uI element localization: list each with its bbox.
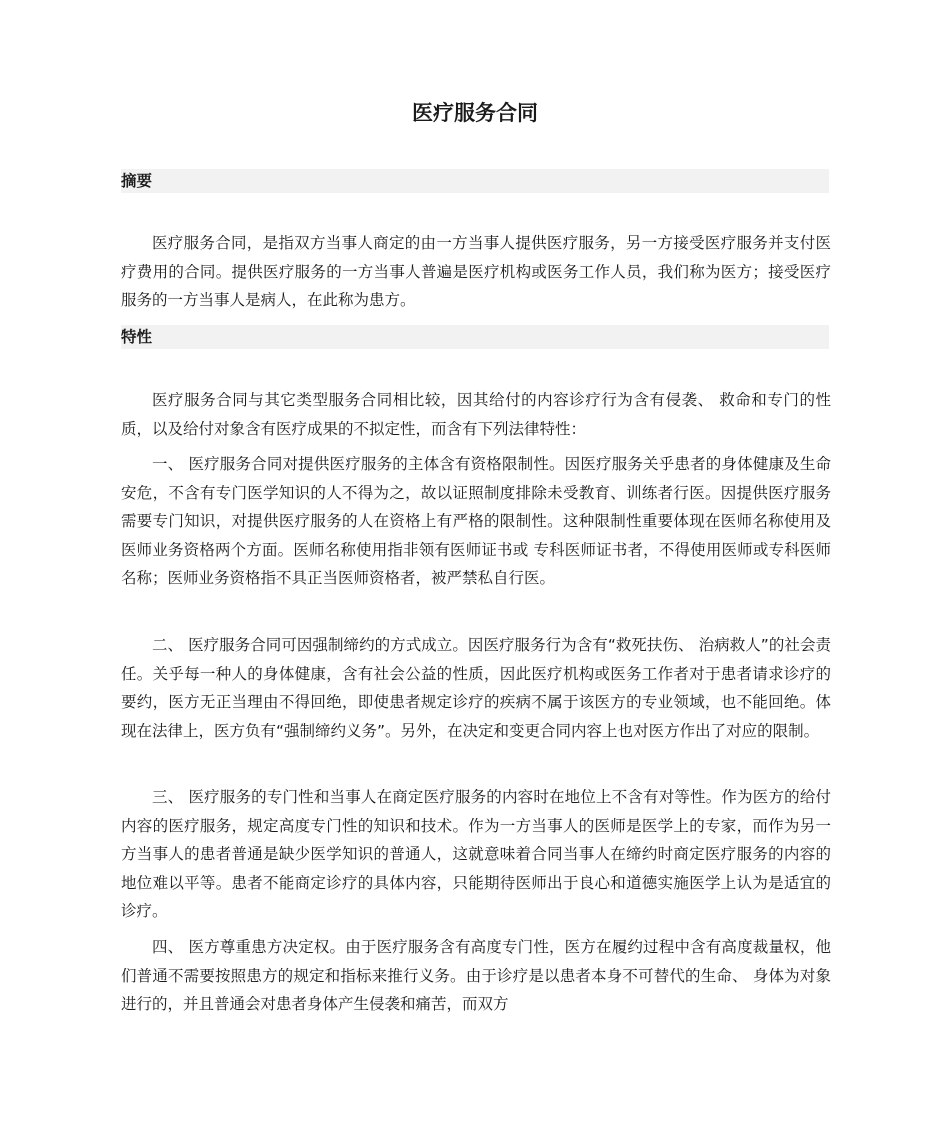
summary-paragraph: 医疗服务合同，是指双方当事人商定的由一方当事人提供医疗服务，另一方接受医疗服务并支付医疗费用的合同。提供医疗服务的一方当事人普遍是医疗机构或医务工作人员，我们称为医方；接受医疗服务的一方当事人是病人，在此称为患方。 xyxy=(121,234,831,310)
section-header-summary xyxy=(121,169,829,193)
section-heading: 特性 xyxy=(121,328,153,346)
section-heading: 摘要 xyxy=(121,172,153,190)
characteristic-paragraph-1: 一、 医疗服务合同对提供医疗服务的主体含有资格限制性。因医疗服务关乎患者的身体健康及生命安危，不含有专门医学知识的人不得为之，故以证照制度排除未受教育、训练者行医。因提供医疗服务需要专门知识，对提供医疗服务的人在资格上有严格的限制性。这种限制性重要体现在医师名称使用及医师业务资格两个方面。医师名称使用指非领有医师证书或 专科医师证书者，不得使用医师或专科医师名称；医师业务资格指不具正当医师资格者，被严禁私自行医。 xyxy=(121,455,831,588)
section-header-characteristics xyxy=(121,325,829,349)
characteristic-paragraph-4: 四、 医方尊重患方决定权。由于医疗服务含有高度专门性，医方在履约过程中含有高度裁量权，他们普通不需要按照患方的规定和指标来推行义务。由于诊疗是以患者本身不可替代的生命、 身体为对象进行的，并且普通会对患者身体产生侵袭和痛苦，而双方 xyxy=(121,938,831,1014)
characteristics-intro-paragraph: 医疗服务合同与其它类型服务合同相比较，因其给付的内容诊疗行为含有侵袭、 救命和专门的性质，以及给付对象含有医疗成果的不拟定性，而含有下列法律特性： xyxy=(121,391,831,438)
characteristic-paragraph-3: 三、 医疗服务的专门性和当事人在商定医疗服务的内容时在地位上不含有对等性。作为医方的给付内容的医疗服务，规定高度专门性的知识和技术。作为一方当事人的医师是医学上的专家，而作为另一方当事人的患者普通是缺少医学知识的普通人，这就意味着合同当事人在缔约时商定医疗服务的内容的地位难以平等。患者不能商定诊疗的具体内容，只能期待医师出于良心和道德实施医学上认为是适宜的诊疗。 xyxy=(121,788,831,921)
characteristic-paragraph-2: 二、 医疗服务合同可因强制缔约的方式成立。因医疗服务行为含有“救死扶伤、 治病救人”的社会责任。关乎每一种人的身体健康，含有社会公益的性质，因此医疗机构或医务工作者对于患者请求诊疗的要约，医方无正当理由不得回绝，即使患者规定诊疗的疾病不属于该医方的专业领域，也不能回绝。体现在法律上，医方负有“强制缔约义务”。另外，在决定和变更合同内容上也对医方作出了对应的限制。 xyxy=(121,636,831,740)
document-title: 医疗服务合同 xyxy=(412,101,538,125)
